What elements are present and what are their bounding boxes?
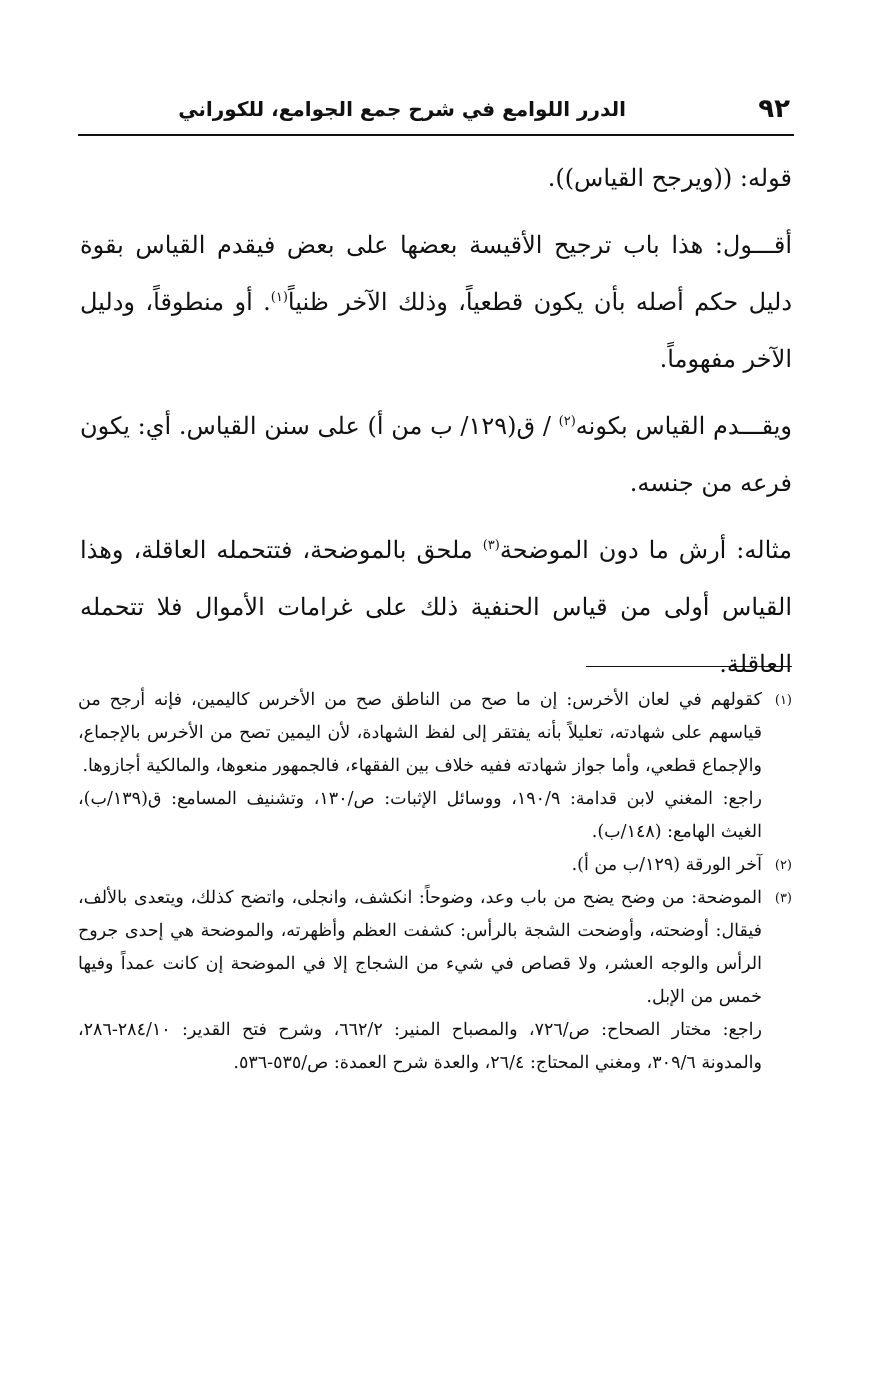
footnote-ref-2[interactable]: (٢) bbox=[558, 414, 576, 429]
running-title: الدرر اللوامع في شرح جمع الجوامع، للكوراني bbox=[178, 97, 626, 121]
paragraph-text: / ق(١٢٩/ ب من أ) على سنن القياس. أي: يكون فرعه من جنسه. bbox=[80, 412, 792, 497]
footnote-references: راجع: المغني لابن قدامة: ١٩٠/٩، ووسائل الإثبات: ص/١٣٠، وتشنيف المسامع: ق(١٣٩/ب)، الغيث الهامع: (١٤٨/ب). bbox=[78, 789, 762, 842]
footnote-ref-1[interactable]: (١) bbox=[270, 290, 288, 305]
paragraph-text: . أو منطوقاً، ودليل الآخر مفهوماً. bbox=[80, 288, 792, 373]
footnote-text: الموضحة: من وضح يضح من باب وعد، وضوحاً: انكشف، وانجلى، واتضح كذلك، ويتعدى بالألف، فيقال: أوضحته، وأوضحت الشجة بالرأس: كشفت العظم وأظهرته، والموضحة هي إحدى جروح الرأس والوجه العشر، ولا قصاص في شيء من الشجاج إلا في الموضحة إن كانت عمداً وفيها خمس من الإبل. bbox=[78, 888, 762, 1007]
page-number: ٩٢ bbox=[758, 94, 790, 124]
paragraph-text: ويقـــدم القياس بكونه bbox=[575, 412, 793, 440]
footnote-2 bbox=[78, 849, 792, 882]
paragraph-text: ملحق بالموضحة، فتتحمله العاقلة، وهذا القياس أولى من قياس الحنفية ذلك على غرامات الأموال فلا تتحمله العاقلة. bbox=[80, 536, 793, 678]
paragraph-quote: قوله: ((ويرجح القياس)). bbox=[547, 164, 792, 192]
footnote-number: (١) bbox=[774, 693, 792, 708]
paragraph-analogy bbox=[80, 398, 792, 512]
main-text bbox=[80, 150, 792, 693]
paragraph-explanation bbox=[80, 217, 792, 388]
footnote-body bbox=[78, 882, 762, 1080]
page-header bbox=[78, 92, 794, 128]
footnote-ref-3[interactable]: (٣) bbox=[482, 538, 500, 553]
footnote-3 bbox=[78, 882, 792, 1080]
footnote-separator bbox=[586, 666, 792, 667]
footnote-references: راجع: مختار الصحاح: ص/٧٢٦، والمصباح المنير: ٦٦٢/٢، وشرح فتح القدير: ٢٨٤/١٠-٢٨٦، والمدونة ٣٠٩/٦، ومغني المحتاج: ٢٦/٤، والعدة شرح العمدة: ص/٥٣٥-٥٣٦. bbox=[78, 1020, 762, 1073]
footnote-number: (٣) bbox=[774, 891, 792, 906]
footnote-number: (٢) bbox=[774, 858, 792, 873]
paragraph-text: مثاله: أرش ما دون الموضحة bbox=[499, 536, 792, 564]
footnotes bbox=[78, 684, 792, 1080]
footnote-1 bbox=[78, 684, 792, 849]
footnote-text: آخر الورقة (١٢٩/ب من أ). bbox=[571, 855, 762, 875]
paragraph-example bbox=[80, 522, 792, 693]
footnote-body bbox=[78, 849, 762, 882]
footnote-body bbox=[78, 684, 762, 849]
paragraph-text: أقـــول: هذا باب ترجيح الأقيسة بعضها على بعض فيقدم القياس بقوة دليل حكم أصله بأن يكون قطعياً، وذلك الآخر ظنياً bbox=[80, 231, 793, 316]
footnote-text: كقولهم في لعان الأخرس: إن ما صح من الناطق صح من الأخرس كاليمين، فإنه أرجح من قياسهم على شهادته، تعليلاً بأنه يفتقر إلى لفظ الشهادة، لأن اليمين تصح من الأخرس بالإجماع، والإجماع قطعي، وأما جواز شهادته ففيه خلاف بين الفقهاء، فالجمهور منعوها، والمالكية أجازوها. bbox=[78, 690, 762, 776]
header-rule bbox=[78, 134, 794, 136]
